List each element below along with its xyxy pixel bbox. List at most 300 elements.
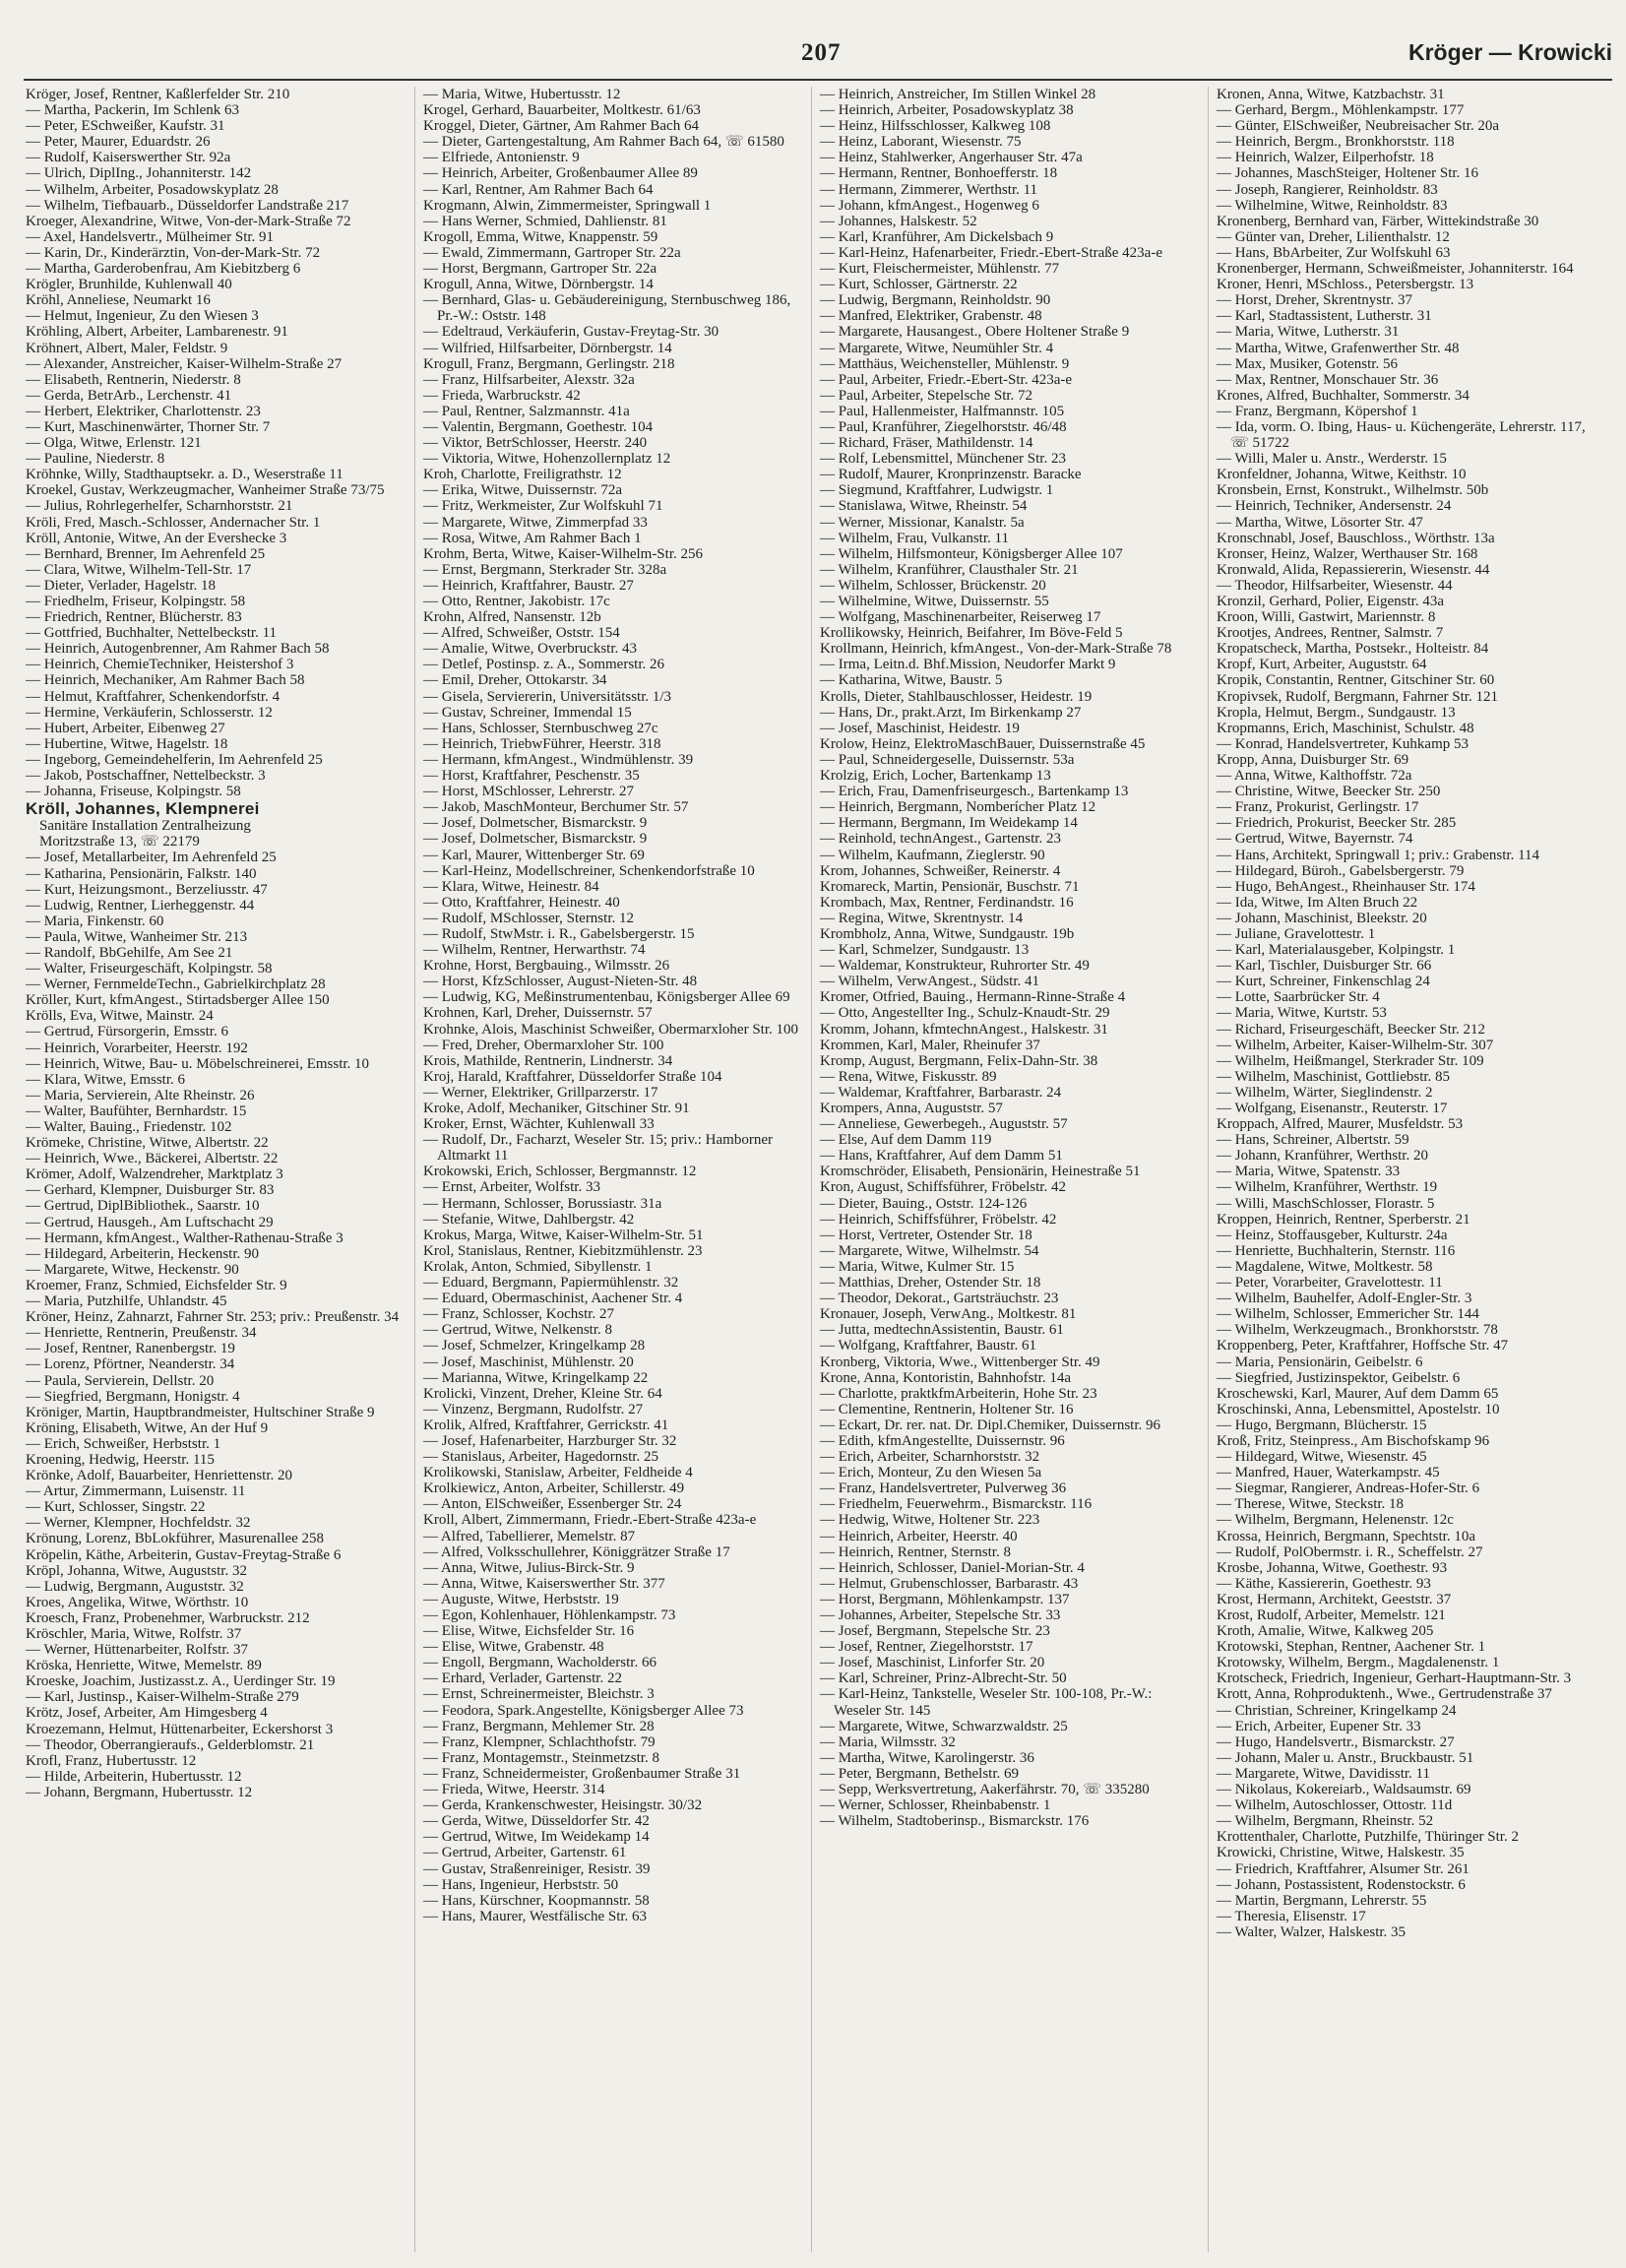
- directory-entry: — Walter, Bauing., Friedenstr. 102: [26, 1119, 232, 1135]
- directory-entry: — Theresia, Elisenstr. 17: [1217, 1908, 1366, 1924]
- directory-entry: — Werner, Elektriker, Grillparzerstr. 17: [423, 1084, 658, 1101]
- directory-entry: — Christine, Witwe, Beecker Str. 250: [1217, 784, 1441, 800]
- directory-entry: Krokus, Marga, Witwe, Kaiser-Wilhelm-Str. 51: [423, 1227, 704, 1243]
- directory-entry: — Otto, Angestellter Ing., Schulz-Knaudt-Str. 29: [820, 1005, 1110, 1022]
- directory-entry: — Wilfried, Hilfsarbeiter, Dörnbergstr. 14: [423, 340, 672, 356]
- directory-entry: Kropmanns, Erich, Maschinist, Schulstr. 48: [1217, 720, 1474, 736]
- directory-entry: — Jakob, Postschaffner, Nettelbeckstr. 3: [26, 768, 266, 785]
- directory-entry: — Franz, Schneidermeister, Großenbaumer Straße 31: [423, 1765, 741, 1782]
- directory-entry: — Wilhelm, Heißmangel, Sterkrader Str. 109: [1217, 1052, 1484, 1069]
- directory-entry: — Josef, Dolmetscher, Bismarckstr. 9: [423, 831, 648, 848]
- directory-entry: Krotowsky, Wilhelm, Bergm., Magdalenenstr. 1: [1217, 1655, 1500, 1671]
- directory-entry: — Maria, Wilmsstr. 32: [820, 1733, 956, 1750]
- directory-entry: — Siegfried, Justizinspektor, Geibelstr. 6: [1217, 1369, 1461, 1386]
- directory-entry: Kroggel, Dieter, Gärtner, Am Rahmer Bach 64: [423, 118, 699, 135]
- directory-entry: Kroker, Ernst, Wächter, Kuhlenwall 33: [423, 1116, 655, 1133]
- directory-entry: — Johann, Bergmann, Hubertusstr. 12: [26, 1784, 253, 1800]
- directory-entry: Kromareck, Martin, Pensionär, Buschstr. 71: [820, 878, 1080, 895]
- directory-entry: — Erich, Schweißer, Herbststr. 1: [26, 1435, 221, 1452]
- directory-entry: — Wilhelm, Stadtoberinsp., Bismarckstr. 176: [820, 1813, 1090, 1830]
- directory-entry: Kröhnke, Willy, Stadthauptsekr. a. D., Weserstraße 11: [26, 467, 344, 483]
- directory-entry: — Sepp, Werksvertretung, Aakerfährstr. 70, ☏ 335280: [820, 1782, 1150, 1798]
- directory-entry: — Karin, Dr., Kinderärztin, Von-der-Mark-Str. 72: [26, 244, 321, 261]
- directory-entry: Krolak, Anton, Schmied, Sibyllenstr. 1: [423, 1258, 653, 1275]
- directory-entry: Kropla, Helmut, Bergm., Sundgaustr. 13: [1217, 704, 1456, 721]
- directory-entry: — Anneliese, Gewerbegeh., Auguststr. 57: [820, 1116, 1068, 1133]
- directory-entry: — Rudolf, Kaiserswerther Str. 92a: [26, 150, 231, 166]
- directory-entry: — Gerda, BetrArb., Lerchenstr. 41: [26, 387, 232, 404]
- directory-entry: Kröpl, Johanna, Witwe, Auguststr. 32: [26, 1562, 247, 1579]
- directory-entry: — Hans, Schlosser, Sternbuschweg 27c: [423, 720, 658, 736]
- directory-entry: — Johann, Maler u. Anstr., Bruckbaustr. 51: [1217, 1749, 1474, 1766]
- directory-entry: — Wilhelm, Maschinist, Gottliebstr. 85: [1217, 1068, 1451, 1085]
- directory-entry: — Peter, Maurer, Eduardstr. 26: [26, 134, 211, 151]
- directory-entry: — Alfred, Volksschullehrer, Königgrätzer Straße 17: [423, 1544, 730, 1560]
- directory-entry: Krost, Hermann, Architekt, Geeststr. 37: [1217, 1591, 1452, 1607]
- directory-entry: Krowicki, Christine, Witwe, Halskestr. 35: [1217, 1845, 1465, 1861]
- directory-entry: — Karl-Heinz, Modellschreiner, Schenkendorfstraße 10: [423, 862, 755, 879]
- directory-entry: — Lotte, Saarbrücker Str. 4: [1217, 989, 1380, 1006]
- directory-entry: — Ludwig, Bergmann, Reinholdstr. 90: [820, 292, 1051, 309]
- directory-entry: — Franz, Prokurist, Gerlingstr. 17: [1217, 799, 1419, 816]
- directory-entry: Krompers, Anna, Auguststr. 57: [820, 1101, 1003, 1116]
- directory-entry: — Paula, Servierein, Dellstr. 20: [26, 1372, 215, 1389]
- directory-entry: — Erich, Frau, Damenfriseurgesch., Bartenkamp 13: [820, 784, 1129, 800]
- directory-entry: — Klara, Witwe, Heinestr. 84: [423, 878, 599, 895]
- directory-entry: Kroekel, Gustav, Werkzeugmacher, Wanheimer Straße 73/75: [26, 482, 385, 499]
- directory-entry: Kronenberg, Bernhard van, Färber, Wittekindstraße 30: [1217, 213, 1539, 229]
- directory-entry: Kröner, Heinz, Zahnarzt, Fahrner Str. 253; priv.: Preußenstr. 34: [26, 1309, 400, 1326]
- directory-entry: Krollmann, Heinrich, kfmAngest., Von-der-Mark-Straße 78: [820, 641, 1172, 658]
- directory-entry: — Randolf, BbGehilfe, Am See 21: [26, 944, 233, 961]
- directory-entry: — Hildegard, Arbeiterin, Heckenstr. 90: [26, 1245, 260, 1262]
- directory-entry: — Heinrich, Kraftfahrer, Baustr. 27: [423, 577, 634, 594]
- column-3: [811, 87, 1208, 2252]
- directory-entry: — Erich, Arbeiter, Eupener Str. 33: [1217, 1718, 1421, 1734]
- directory-entry: — Ida, Witwe, Im Alten Bruch 22: [1217, 894, 1418, 911]
- directory-entry: Krost, Rudolf, Arbeiter, Memelstr. 121: [1217, 1607, 1446, 1623]
- directory-entry: Krombholz, Anna, Witwe, Sundgaustr. 19b: [820, 925, 1075, 942]
- directory-entry: — Franz, Bergmann, Mehlemer Str. 28: [423, 1718, 655, 1734]
- directory-entry: — Paul, Kranführer, Ziegelhorststr. 46/48: [820, 418, 1067, 435]
- directory-entry: — Johanna, Friseuse, Kolpingstr. 58: [26, 784, 241, 800]
- directory-entry: — Karl, Stadtassistent, Lutherstr. 31: [1217, 308, 1432, 325]
- directory-entry: — Manfred, Hauer, Waterkampstr. 45: [1217, 1465, 1440, 1481]
- directory-entry: — Wilhelmine, Witwe, Duissernstr. 55: [820, 594, 1049, 609]
- directory-entry: — Wilhelm, Autoschlosser, Ottostr. 11d: [1217, 1797, 1453, 1814]
- directory-entry: Krolow, Heinz, ElektroMaschBauer, Duissernstraße 45: [820, 735, 1146, 752]
- directory-entry: — Hans, Dr., prakt.Arzt, Im Birkenkamp 27: [820, 704, 1082, 721]
- directory-entry: Kröhnert, Albert, Maler, Feldstr. 9: [26, 340, 228, 356]
- directory-entry: — Wilhelm, Bauhelfer, Adolf-Engler-Str. 3: [1217, 1291, 1472, 1307]
- directory-entry: — Hugo, Bergmann, Blücherstr. 15: [1217, 1417, 1427, 1433]
- directory-entry: — Maria, Witwe, Lutherstr. 31: [1217, 324, 1400, 341]
- directory-entry: — Alfred, Schweißer, Oststr. 154: [423, 625, 620, 642]
- directory-entry: — Henriette, Rentnerin, Preußenstr. 34: [26, 1325, 257, 1342]
- directory-entry: — Werner, Missionar, Kanalstr. 5a: [820, 514, 1025, 531]
- directory-entry: Krömeke, Christine, Witwe, Albertstr. 22: [26, 1135, 269, 1152]
- directory-entry: — Wilhelm, Kranführer, Werthstr. 19: [1217, 1179, 1438, 1196]
- directory-entry: Krogel, Gerhard, Bauarbeiter, Moltkestr. 61/63: [423, 102, 701, 119]
- directory-entry: Kröning, Elisabeth, Witwe, An der Huf 9: [26, 1419, 269, 1436]
- directory-entry: — Magdalene, Witwe, Moltkestr. 58: [1217, 1258, 1433, 1275]
- directory-entry: Kromp, August, Bergmann, Felix-Dahn-Str. 38: [820, 1052, 1098, 1069]
- directory-entry: — Gerda, Krankenschwester, Heisingstr. 30/32: [423, 1797, 703, 1814]
- directory-entry: — Heinrich, Bergm., Bronkhorststr. 118: [1217, 134, 1455, 151]
- directory-entry: — Irma, Leitn.d. Bhf.Mission, Neudorfer Markt 9: [820, 657, 1116, 673]
- directory-entry: — Detlef, Postinsp. z. A., Sommerstr. 26: [423, 657, 664, 673]
- directory-entry: Kronenberger, Hermann, Schweißmeister, Johanniterstr. 164: [1217, 261, 1574, 278]
- directory-entry: — Wilhelm, Hilfsmonteur, Königsberger Allee 107: [820, 545, 1123, 562]
- directory-entry: Kropatscheck, Martha, Postsekr., Holteistr. 84: [1217, 641, 1489, 658]
- directory-entry: — Maria, Witwe, Kulmer Str. 15: [820, 1258, 1015, 1275]
- directory-entry: — Hermann, Schlosser, Borussiastr. 31a: [423, 1195, 662, 1212]
- directory-entry: — Anna, Witwe, Julius-Birck-Str. 9: [423, 1559, 635, 1576]
- directory-entry: Kronwald, Alida, Repassiererin, Wiesenstr. 44: [1217, 561, 1490, 578]
- directory-entry: — Friedhelm, Feuerwehrm., Bismarckstr. 116: [820, 1496, 1093, 1513]
- directory-entry: — Paul, Rentner, Salzmannstr. 41a: [423, 403, 630, 419]
- directory-entry: — Therese, Witwe, Steckstr. 18: [1217, 1496, 1405, 1513]
- directory-entry: — Gertrud, Hausgeh., Am Luftschacht 29: [26, 1214, 274, 1230]
- directory-entry: Kröll, Johannes, Klempnerei: [26, 799, 260, 819]
- directory-entry: — Heinrich, Arbeiter, Posadowskyplatz 38: [820, 102, 1074, 119]
- directory-entry: — Heinrich, Witwe, Bau- u. Möbelschreinerei, Emsstr. 10: [26, 1055, 370, 1072]
- directory-entry: — Wilhelm, VerwAngest., Südstr. 41: [820, 974, 1040, 990]
- directory-entry: — Karl, Tischler, Duisburger Str. 66: [1217, 958, 1432, 975]
- directory-entry: — Max, Rentner, Monschauer Str. 36: [1217, 371, 1439, 388]
- directory-entry: Kron, August, Schiffsführer, Fröbelstr. 42: [820, 1179, 1066, 1196]
- directory-entry: — Erika, Witwe, Duissernstr. 72a: [423, 482, 623, 499]
- directory-entry: Kroppach, Alfred, Maurer, Musfeldstr. 53: [1217, 1116, 1464, 1133]
- directory-entry: — Wilhelm, Schlosser, Brückenstr. 20: [820, 577, 1046, 594]
- directory-entry: — Alfred, Tabellierer, Memelstr. 87: [423, 1528, 636, 1544]
- directory-entry: — Franz, Hilfsarbeiter, Alexstr. 32a: [423, 371, 635, 388]
- directory-entry: — Dieter, Verlader, Hagelstr. 18: [26, 577, 217, 594]
- directory-entry: — Maria, Witwe, Hubertusstr. 12: [423, 87, 621, 102]
- directory-entry: — Horst, Kraftfahrer, Peschenstr. 35: [423, 768, 640, 785]
- directory-entry: Krogull, Anna, Witwe, Dörnbergstr. 14: [423, 277, 654, 293]
- directory-entry: — Karl, Maurer, Wittenberger Str. 69: [423, 847, 645, 863]
- directory-entry: Krogmann, Alwin, Zimmermeister, Springwall 1: [423, 197, 712, 214]
- directory-entry: — Gustav, Straßenreiniger, Resistr. 39: [423, 1860, 651, 1877]
- directory-entry: — Gottfried, Buchhalter, Nettelbeckstr. 11: [26, 625, 278, 642]
- directory-entry: — Axel, Handelsvertr., Mülheimer Str. 91: [26, 228, 275, 245]
- directory-entry: — Heinz, Laborant, Wiesenstr. 75: [820, 134, 1022, 151]
- directory-entry: — Olga, Witwe, Erlenstr. 121: [26, 435, 202, 452]
- directory-entry: — Siegfried, Bergmann, Honigstr. 4: [26, 1388, 240, 1405]
- directory-entry: — Gertrud, Witwe, Nelkenstr. 8: [423, 1322, 612, 1339]
- directory-entry: — Gertrud, Fürsorgerin, Emsstr. 6: [26, 1024, 228, 1040]
- directory-entry: — Rosa, Witwe, Am Rahmer Bach 1: [423, 530, 642, 546]
- directory-entry: — Theodor, Hilfsarbeiter, Wiesenstr. 44: [1217, 577, 1453, 594]
- directory-entry: Krommen, Karl, Maler, Rheinufer 37: [820, 1037, 1040, 1053]
- directory-entry: Krosbe, Johanna, Witwe, Goethestr. 93: [1217, 1559, 1448, 1576]
- directory-entry: — Valentin, Bergmann, Goethestr. 104: [423, 418, 654, 435]
- directory-entry: — Hermine, Verkäuferin, Schlosserstr. 12: [26, 704, 273, 721]
- directory-entry: — Franz, Montagemstr., Steinmetzstr. 8: [423, 1749, 659, 1766]
- directory-entry: — Kurt, Maschinenwärter, Thorner Str. 7: [26, 418, 271, 435]
- directory-entry: — Hermann, Zimmerer, Werthstr. 11: [820, 181, 1038, 198]
- page-header: [24, 39, 1612, 79]
- directory-entry: — Willi, MaschSchlosser, Florastr. 5: [1217, 1195, 1435, 1212]
- directory-entry: — Richard, Friseurgeschäft, Beecker Str. 212: [1217, 1021, 1485, 1038]
- directory-entry: — Wilhelm, Wärter, Sieglindenstr. 2: [1217, 1084, 1433, 1101]
- directory-entry: — Wolfgang, Kraftfahrer, Baustr. 61: [820, 1338, 1036, 1354]
- directory-entry: Kroj, Harald, Kraftfahrer, Düsseldorfer Straße 104: [423, 1068, 722, 1085]
- directory-entry: — Frieda, Warbruckstr. 42: [423, 387, 581, 404]
- directory-entry: — Maria, Putzhilfe, Uhlandstr. 45: [26, 1293, 227, 1310]
- directory-entry: — Ludwig, KG, Meßinstrumentenbau, Königsberger Allee 69: [423, 989, 790, 1006]
- column-2: [414, 87, 811, 2252]
- directory-entry: — Hugo, BehAngest., Rheinhauser Str. 174: [1217, 878, 1475, 895]
- directory-entry: Krottenthaler, Charlotte, Putzhilfe, Thüringer Str. 2: [1217, 1829, 1519, 1846]
- page-number: 207: [801, 39, 842, 66]
- directory-entry: — Bernhard, Glas- u. Gebäudereinigung, Sternbuschweg 186, Pr.-W.: Oststr. 148: [423, 292, 791, 325]
- directory-entry: — Karl, Rentner, Am Rahmer Bach 64: [423, 181, 654, 198]
- directory-entry: — Anna, Witwe, Kalthoffstr. 72a: [1217, 768, 1412, 785]
- directory-entry: — Hans, Schreiner, Albertstr. 59: [1217, 1132, 1409, 1149]
- directory-entry: Kröhling, Albert, Arbeiter, Lambarenestr. 91: [26, 324, 288, 341]
- directory-entry: — Josef, Maschinist, Mühlenstr. 20: [423, 1354, 634, 1370]
- directory-entry: — Elise, Witwe, Grabenstr. 48: [423, 1639, 604, 1656]
- directory-entry: — Amalie, Witwe, Overbruckstr. 43: [423, 641, 637, 658]
- directory-entry: — Martin, Bergmann, Lehrerstr. 55: [1217, 1892, 1427, 1909]
- directory-entry: — Viktoria, Witwe, Hohenzollernplatz 12: [423, 451, 671, 468]
- directory-entry: — Rudolf, MSchlosser, Sternstr. 12: [423, 910, 634, 926]
- directory-entry: — Wilhelmine, Witwe, Reinholdstr. 83: [1217, 197, 1448, 214]
- directory-entry: Krootjes, Andrees, Rentner, Salmstr. 7: [1217, 625, 1444, 642]
- directory-entry: Krölls, Eva, Witwe, Mainstr. 24: [26, 1008, 214, 1025]
- directory-entry: Kröli, Fred, Masch.-Schlosser, Andernacher Str. 1: [26, 514, 321, 531]
- directory-entry: — Margarete, Witwe, Davidisstr. 11: [1217, 1765, 1430, 1782]
- directory-entry: — Horst, Vertreter, Ostender Str. 18: [820, 1227, 1032, 1243]
- directory-entry: — Edeltraud, Verkäuferin, Gustav-Freytag-Str. 30: [423, 324, 719, 341]
- directory-entry: — Joseph, Rangierer, Reinholdstr. 83: [1217, 181, 1438, 198]
- directory-entry: Krombach, Max, Rentner, Ferdinandstr. 16: [820, 894, 1074, 911]
- directory-entry: — Friedrich, Rentner, Blücherstr. 83: [26, 609, 242, 626]
- directory-entry: — Lorenz, Pförtner, Neanderstr. 34: [26, 1356, 235, 1373]
- directory-entry: Krotscheck, Friedrich, Ingenieur, Gerhart-Hauptmann-Str. 3: [1217, 1670, 1572, 1687]
- directory-entry: — Pauline, Niederstr. 8: [26, 451, 165, 468]
- directory-entry: — Bernhard, Brenner, Im Aehrenfeld 25: [26, 545, 266, 562]
- directory-entry: — Rudolf, Maurer, Kronprinzenstr. Baracke: [820, 467, 1082, 483]
- directory-entry: — Wilhelm, Rentner, Herwarthstr. 74: [423, 942, 646, 959]
- directory-entry: Kroeger, Alexandrine, Witwe, Von-der-Mark-Straße 72: [26, 213, 351, 229]
- directory-entry: Moritzstraße 13, ☏ 22179: [39, 834, 200, 850]
- directory-entry: — Josef, Maschinist, Heidestr. 19: [820, 720, 1020, 736]
- directory-entry: Kroppenberg, Peter, Kraftfahrer, Hoffsche Str. 47: [1217, 1338, 1509, 1354]
- directory-entry: — Marianna, Witwe, Kringelkamp 22: [423, 1369, 649, 1386]
- directory-entry: Kröpelin, Käthe, Arbeiterin, Gustav-Freytag-Straße 6: [26, 1546, 342, 1563]
- directory-entry: Kroes, Angelika, Witwe, Wörthstr. 10: [26, 1594, 249, 1610]
- directory-entry: — Elfriede, Antonienstr. 9: [423, 150, 580, 166]
- directory-entry: — Heinrich, Mechaniker, Am Rahmer Bach 58: [26, 672, 305, 689]
- directory-entry: — Maria, Witwe, Spatenstr. 33: [1217, 1164, 1401, 1180]
- directory-entry: — Heinrich, Wwe., Bäckerei, Albertstr. 22: [26, 1151, 279, 1167]
- directory-entry: — Heinrich, Techniker, Andersenstr. 24: [1217, 498, 1452, 515]
- directory-entry: — Rolf, Lebensmittel, Münchener Str. 23: [820, 451, 1066, 468]
- directory-entry: Kroezemann, Helmut, Hüttenarbeiter, Eckershorst 3: [26, 1721, 334, 1737]
- directory-entry: — Margarete, Witwe, Wilhelmstr. 54: [820, 1242, 1039, 1259]
- directory-entry: Kroon, Willi, Gastwirt, Mariennstr. 8: [1217, 609, 1436, 626]
- directory-entry: — Ernst, Bergmann, Sterkrader Str. 328a: [423, 561, 667, 578]
- directory-entry: — Heinrich, ChemieTechniker, Heistershof 3: [26, 657, 294, 673]
- directory-entry: Kroth, Amalie, Witwe, Kalkweg 205: [1217, 1623, 1434, 1640]
- directory-entry: — Karl-Heinz, Tankstelle, Weseler Str. 100-108, Pr.-W.: Weseler Str. 145: [820, 1686, 1153, 1719]
- directory-entry: Krohm, Berta, Witwe, Kaiser-Wilhelm-Str. 256: [423, 545, 703, 562]
- directory-entry: Krossa, Heinrich, Bergmann, Spechtstr. 10a: [1217, 1528, 1476, 1544]
- directory-entry: — Werner, FernmeldeTechn., Gabrielkirchplatz 28: [26, 976, 326, 993]
- directory-entry: — Hermann, Rentner, Bonhoefferstr. 18: [820, 165, 1058, 182]
- directory-entry: — Heinrich, Bergmann, Nomberícher Platz 12: [820, 799, 1096, 816]
- directory-entry: Kroemer, Franz, Schmied, Eichsfelder Str. 9: [26, 1277, 287, 1293]
- directory-entry: Krones, Alfred, Buchhalter, Sommerstr. 34: [1217, 387, 1470, 404]
- directory-entry: — Heinz, Stahlwerker, Angerhauser Str. 47a: [820, 150, 1083, 166]
- directory-entry: — Stanislawa, Witwe, Rheinstr. 54: [820, 498, 1028, 515]
- directory-entry: — Karl, Materialausgeber, Kolpingstr. 1: [1217, 942, 1456, 959]
- directory-entry: — Nikolaus, Kokereiarb., Waldsaumstr. 69: [1217, 1782, 1471, 1798]
- directory-entry: Kröll, Antonie, Witwe, An der Eversheckе 3: [26, 530, 287, 546]
- directory-entry: — Clementine, Rentnerin, Holtener Str. 16: [820, 1401, 1074, 1418]
- directory-entry: — Christian, Schreiner, Kringelkamp 24: [1217, 1702, 1457, 1719]
- directory-entry: — Alexander, Anstreicher, Kaiser-Wilhelm-Straße 27: [26, 355, 343, 372]
- directory-entry: — Ludwig, Rentner, Lierheggenstr. 44: [26, 897, 255, 914]
- directory-entry: — Horst, MSchlosser, Lehrerstr. 27: [423, 784, 634, 800]
- directory-entry: — Horst, Bergmann, Gartroper Str. 22a: [423, 261, 657, 278]
- directory-entry: Krohnen, Karl, Dreher, Duissernstr. 57: [423, 1005, 653, 1022]
- directory-entry: — Margarete, Witwe, Schwarzwaldstr. 25: [820, 1718, 1068, 1734]
- directory-entry: — Manfred, Elektriker, Grabenstr. 48: [820, 308, 1042, 325]
- directory-entry: — Werner, Hüttenarbeiter, Rolfstr. 37: [26, 1642, 249, 1659]
- directory-entry: — Werner, Schlosser, Rheinbabenstr. 1: [820, 1797, 1051, 1814]
- directory-entry: Sanitäre Installation Zentralheizung: [39, 818, 251, 835]
- directory-entry: — Matthias, Dreher, Ostender Str. 18: [820, 1275, 1041, 1292]
- directory-entry: — Wilhelm, Arbeiter, Posadowskyplatz 28: [26, 181, 279, 198]
- directory-entry: — Wilhelm, Frau, Vulkanstr. 11: [820, 530, 1009, 546]
- directory-entry: Kronschnabl, Josef, Bauschloss., Wörthstr. 13a: [1217, 530, 1495, 546]
- directory-entry: — Josef, Schmelzer, Kringelkamp 28: [423, 1338, 646, 1354]
- directory-entry: Krolicki, Vinzent, Dreher, Kleine Str. 64: [423, 1385, 662, 1402]
- directory-entry: Krolkiewicz, Anton, Arbeiter, Schillerstr. 49: [423, 1480, 685, 1497]
- directory-entry: Kroß, Fritz, Steinpress., Am Bischofskamp 96: [1217, 1432, 1490, 1449]
- directory-entry: — Werner, Klempner, Hochfeldstr. 32: [26, 1515, 251, 1532]
- directory-entry: — Günter van, Dreher, Lilienthalstr. 12: [1217, 228, 1450, 245]
- directory-entry: — Karl, Justinsp., Kaiser-Wilhelm-Straße 279: [26, 1689, 299, 1706]
- directory-entry: Kropp, Anna, Duisburger Str. 69: [1217, 751, 1409, 768]
- directory-entry: — Engoll, Bergmann, Wacholderstr. 66: [423, 1655, 657, 1671]
- directory-entry: — Waldemar, Konstrukteur, Ruhrorter Str. 49: [820, 958, 1090, 975]
- directory-entry: — Johannes, Arbeiter, Stepelsche Str. 33: [820, 1607, 1061, 1623]
- directory-entry: — Fritz, Werkmeister, Zur Wolfskuhl 71: [423, 498, 663, 515]
- directory-entry: — Wilhelm, Bergmann, Helenenstr. 12c: [1217, 1512, 1454, 1529]
- directory-entry: — Günter, ElSchweißer, Neubreisacher Str. 20a: [1217, 118, 1500, 135]
- directory-entry: — Hans, Kraftfahrer, Auf dem Damm 51: [820, 1148, 1063, 1165]
- directory-entry: — Erich, Arbeiter, Scharnhorststr. 32: [820, 1449, 1040, 1466]
- directory-entry: Kronen, Anna, Witwe, Katzbachstr. 31: [1217, 87, 1445, 102]
- directory-entry: Kromschröder, Elisabeth, Pensionärin, Heinestraße 51: [820, 1164, 1141, 1180]
- directory-entry: — Ingeborg, Gemeindehelferin, Im Aehrenfeld 25: [26, 751, 323, 768]
- directory-entry: — Wolfgang, Eisenanstr., Reuterstr. 17: [1217, 1101, 1448, 1116]
- running-head: Kröger — Krowicki: [1407, 39, 1612, 65]
- directory-entry: — Karl, Schmelzer, Sundgaustr. 13: [820, 942, 1030, 959]
- directory-entry: — Ulrich, DiplIng., Johanniterstr. 142: [26, 165, 252, 182]
- directory-entry: — Johann, kfmAngest., Hogenweg 6: [820, 197, 1039, 214]
- directory-entry: — Else, Auf dem Damm 119: [820, 1132, 992, 1149]
- directory-entry: — Horst, Dreher, Skrentnystr. 37: [1217, 292, 1412, 309]
- directory-entry: — Gerhard, Bergm., Möhlenkampstr. 177: [1217, 102, 1465, 119]
- directory-entry: — Anton, ElSchweißer, Essenberger Str. 24: [423, 1496, 682, 1513]
- directory-columns: [26, 87, 1612, 2252]
- directory-entry: — Heinrich, Arbeiter, Großenbaumer Allee 89: [423, 165, 698, 182]
- directory-entry: — Otto, Rentner, Jakobistr. 17c: [423, 594, 610, 609]
- directory-entry: Krolikowski, Stanislaw, Arbeiter, Feldheide 4: [423, 1465, 693, 1481]
- directory-entry: — Otto, Kraftfahrer, Heinestr. 40: [423, 894, 620, 911]
- directory-entry: — Josef, Maschinist, Linforfer Str. 20: [820, 1655, 1045, 1671]
- directory-entry: — Peter, ESchweißer, Kaufstr. 31: [26, 118, 225, 135]
- directory-entry: — Frieda, Witwe, Heerstr. 314: [423, 1782, 605, 1798]
- directory-entry: — Dieter, Bauing., Oststr. 124-126: [820, 1195, 1028, 1212]
- directory-entry: — Gertrud, DiplBibliothek., Saarstr. 10: [26, 1198, 260, 1215]
- directory-entry: — Paul, Hallenmeister, Halfmannstr. 105: [820, 403, 1065, 419]
- directory-entry: — Egon, Kohlenhauer, Höhlenkampstr. 73: [423, 1607, 676, 1623]
- directory-entry: — Gerhard, Klempner, Duisburger Str. 83: [26, 1182, 275, 1199]
- directory-entry: — Franz, Handelsvertreter, Pulverweg 36: [820, 1480, 1067, 1497]
- directory-entry: — Johannes, Halskestr. 52: [820, 213, 977, 229]
- directory-entry: Krohne, Horst, Bergbauing., Wilmsstr. 26: [423, 958, 670, 975]
- directory-entry: — Heinrich, Arbeiter, Heerstr. 40: [820, 1528, 1018, 1544]
- directory-entry: — Helmut, Ingenieur, Zu den Wiesen 3: [26, 308, 259, 325]
- directory-entry: — Peter, Vorarbeiter, Gravelottestr. 11: [1217, 1275, 1443, 1292]
- directory-entry: — Martha, Garderobenfrau, Am Kiebitzberg 6: [26, 261, 301, 278]
- directory-entry: — Margarete, Hausangest., Obere Holtener Straße 9: [820, 324, 1130, 341]
- directory-entry: Kromm, Johann, kfmtechnAngest., Halskestr. 31: [820, 1021, 1108, 1038]
- directory-entry: — Ernst, Schreinermeister, Bleichstr. 3: [423, 1686, 655, 1703]
- directory-entry: — Friedrich, Prokurist, Beecker Str. 285: [1217, 815, 1457, 832]
- directory-entry: — Johann, Maschinist, Bleekstr. 20: [1217, 910, 1427, 926]
- directory-entry: Kröger, Josef, Rentner, Kaßlerfelder Str. 210: [26, 87, 290, 102]
- directory-entry: Krom, Johannes, Schweißer, Reinerstr. 4: [820, 862, 1061, 879]
- directory-entry: — Heinrich, Rentner, Sternstr. 8: [820, 1544, 1011, 1560]
- directory-entry: — Hugo, Handelsvertr., Bismarckstr. 27: [1217, 1733, 1455, 1750]
- directory-entry: — Siegmund, Kraftfahrer, Ludwigstr. 1: [820, 482, 1054, 499]
- directory-entry: — Clara, Witwe, Wilhelm-Tell-Str. 17: [26, 561, 252, 578]
- directory-entry: — Paul, Arbeiter, Stepelsche Str. 72: [820, 387, 1033, 404]
- directory-entry: — Josef, Hafenarbeiter, Harzburger Str. 32: [423, 1432, 677, 1449]
- directory-entry: — Franz, Bergmann, Köpershof 1: [1217, 403, 1418, 419]
- directory-entry: — Wilhelm, Bergmann, Rheinstr. 52: [1217, 1813, 1434, 1830]
- directory-entry: Kröller, Kurt, kfmAngest., Stirtadsberger Allee 150: [26, 992, 330, 1009]
- directory-entry: — Walter, Baufühter, Bernhardstr. 15: [26, 1102, 247, 1119]
- directory-entry: — Hermann, kfmAngest., Walther-Rathenau-Straße 3: [26, 1229, 344, 1246]
- directory-entry: — Gertrud, Arbeiter, Gartenstr. 61: [423, 1845, 627, 1861]
- directory-entry: — Hans, Ingenieur, Herbststr. 50: [423, 1876, 619, 1893]
- directory-entry: — Heinrich, Autogenbrenner, Am Rahmer Bach 58: [26, 641, 330, 658]
- directory-entry: — Kurt, Schreiner, Finkenschlag 24: [1217, 974, 1430, 990]
- directory-entry: Krone, Anna, Kontoristin, Bahnhofstr. 14a: [820, 1369, 1071, 1386]
- directory-entry: — Eckart, Dr. rer. nat. Dr. Dipl.Chemiker, Duissernstr. 96: [820, 1417, 1161, 1433]
- directory-entry: — Theodor, Dekorat., Gartsträuchstr. 23: [820, 1291, 1059, 1307]
- directory-entry: — Max, Musiker, Gotenstr. 56: [1217, 355, 1398, 372]
- directory-entry: — Hermann, Bergmann, Im Weidekamp 14: [820, 815, 1078, 832]
- directory-entry: — Erhard, Verlader, Gartenstr. 22: [423, 1670, 622, 1687]
- directory-entry: — Klara, Witwe, Emsstr. 6: [26, 1071, 186, 1088]
- directory-entry: — Karl, Schreiner, Prinz-Albrecht-Str. 50: [820, 1670, 1067, 1687]
- directory-entry: Kronfeldner, Johanna, Witwe, Keithstr. 10: [1217, 467, 1467, 483]
- directory-entry: — Heinrich, Schiffsführer, Fröbelstr. 42: [820, 1211, 1057, 1228]
- directory-entry: — Gerda, Witwe, Düsseldorfer Str. 42: [423, 1813, 650, 1830]
- directory-entry: — Maria, Pensionärin, Geibelstr. 6: [1217, 1354, 1423, 1370]
- directory-entry: Krolik, Alfred, Kraftfahrer, Gerrickstr. 41: [423, 1417, 669, 1433]
